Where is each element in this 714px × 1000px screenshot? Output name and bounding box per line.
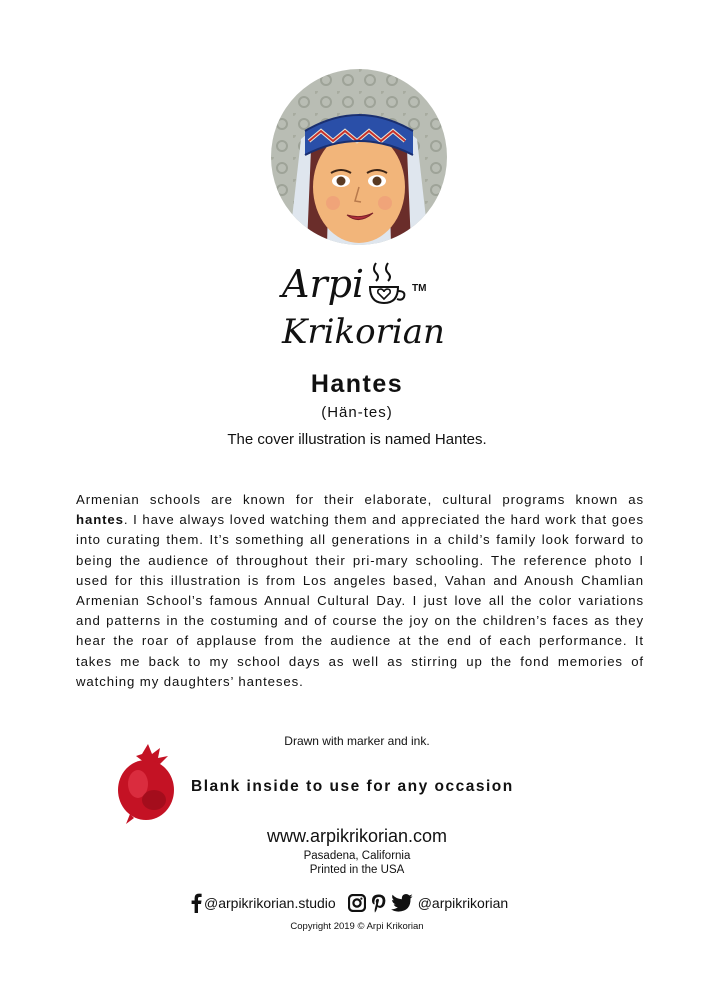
pinterest-icon[interactable] bbox=[371, 894, 386, 913]
facebook-icon[interactable] bbox=[191, 893, 202, 913]
city-text: Pasadena, California bbox=[303, 850, 411, 862]
medium-note: Drawn with marker and ink. bbox=[284, 734, 430, 748]
logo-line1: Arpi bbox=[282, 262, 365, 306]
brand-logo bbox=[278, 253, 444, 353]
website-link[interactable]: www.arpikrikorian.com bbox=[266, 826, 448, 846]
logo-line2: Krikorian bbox=[282, 312, 444, 352]
portrait-illustration bbox=[271, 69, 447, 245]
instagram-icon[interactable] bbox=[348, 894, 366, 912]
twitter-icon[interactable] bbox=[391, 894, 413, 912]
trademark-symbol: TM bbox=[412, 283, 427, 294]
printed-text: Printed in the USA bbox=[309, 864, 405, 876]
description-bold-word: hantes bbox=[76, 512, 124, 528]
social-row bbox=[191, 892, 508, 914]
description-part-1: Armenian schools are known for their elaborate, cultural programs known as bbox=[76, 492, 644, 507]
coffee-cup-icon bbox=[370, 263, 404, 303]
social-handle[interactable]: @arpikrikorian bbox=[417, 895, 509, 911]
card-title: Hantes bbox=[310, 370, 404, 398]
copyright-text: Copyright 2019 © Arpi Krikorian bbox=[290, 921, 424, 932]
pronunciation: (Hän-tes) bbox=[321, 404, 393, 421]
description-paragraph bbox=[76, 490, 644, 692]
cover-note: The cover illustration is named Hantes. bbox=[227, 431, 487, 448]
facebook-handle[interactable]: @arpikrikorian.studio bbox=[204, 895, 336, 911]
pomegranate-icon bbox=[110, 740, 180, 826]
blank-inside-note: Blank inside to use for any occasion bbox=[191, 778, 514, 795]
description-part-2: . I have always loved watching them and appreciated the hard work that goes into curating them. It’s something all generations in a child’s family look forward to being the audience of throughout their pri-mary schooling. The reference photo I used for this illustration is from Los angeles based, Vahan and Anoush Chamlian Armenian School’s famous Annual Cultural Day. I just love all the color variations and patterns in the costuming and of course the joy on the children’s faces as they hear the roar of applause from the audience at the end of each performance. It takes me back to my school days as well as stirring up the fond memories of watching my daughters’ hanteses. bbox=[76, 512, 644, 689]
